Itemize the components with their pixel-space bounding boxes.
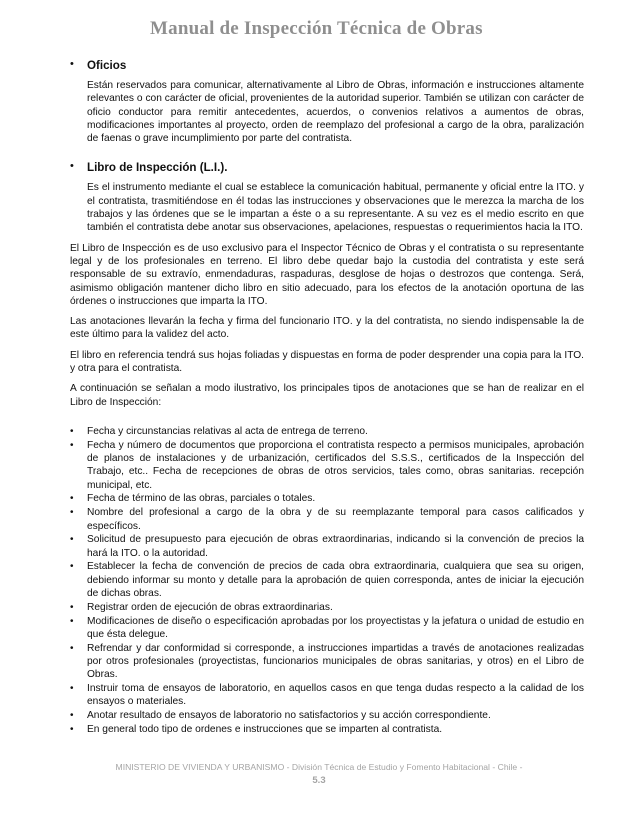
list-item [70, 425, 584, 438]
list-item-text: Fecha y número de documentos que proporciona el contratista respecto a permisos municipales, aprobación de planos de instalaciones y de urbanización, certificados del S.S.S., certificados de la Inspección del Trabajo, etc.. Fecha de recepciones de obras de otros servicios, tales como, obras sanitarias. recepción municipal, etc. [87, 439, 584, 491]
paragraph: El libro en referencia tendrá sus hojas foliadas y dispuestas en forma de poder desprender una copia para la ITO. y otra para el contratista. [70, 349, 584, 375]
bullet-icon: • [70, 439, 74, 451]
list-item [70, 560, 584, 600]
list-item-text: Modificaciones de diseño o especificación aprobadas por los proyectistas y la jefatura o unidad de estudio en que ésta delegue. [87, 615, 584, 640]
bullet-icon: • [70, 601, 74, 613]
list-item [70, 723, 584, 736]
list-item-text: Solicitud de presupuesto para ejecución de obras extraordinarias, indicando si la convención de precios la hará la ITO. o la autoridad. [87, 534, 584, 559]
paragraph: El Libro de Inspección es de uso exclusivo para el Inspector Técnico de Obras y el contratista o su representante legal y de los profesionales en terreno. El libro debe quedar bajo la custodia del contratista y este será responsable de su extravío, enmendaduras, raspaduras, desglose de hojas o destrozos que contenga. Será, asimismo obligación mantener dicho libro en sitio adecuado, para los efectos de la anotación oportuna de las órdenes o instrucciones que imparta la ITO. [70, 242, 584, 307]
bullet-icon: • [70, 683, 74, 695]
bullet-icon: • [70, 723, 74, 735]
bullet-icon: • [70, 160, 74, 173]
list-item-text: En general todo tipo de ordenes e instrucciones que se imparten al contratista. [87, 723, 443, 735]
section-oficios [70, 58, 584, 145]
page-header-title: Manual de Inspección Técnica de Obras [150, 18, 483, 39]
list-item [70, 506, 584, 533]
bullet-icon: • [70, 493, 74, 505]
footer-text: MINISTERIO DE VIVIENDA Y URBANISMO - División Técnica de Estudio y Fomento Habitacional - Chile - [115, 762, 523, 772]
list-item-text: Registrar orden de ejecución de obras extraordinarias. [87, 601, 333, 613]
list-item [70, 492, 584, 505]
list-item [70, 533, 584, 560]
annotation-types-list [70, 425, 584, 736]
bullet-icon: • [70, 507, 74, 519]
page-content [70, 58, 584, 737]
section-body: Están reservados para comunicar, alternativamente al Libro de Obras, información e instrucciones altamente relevantes o con carácter de oficial, provenientes de la autoridad superior. También se utilizan con carácter de oficio conductor para remitir antecedentes, acuerdos, o convenios relativos a aumentos de obras, modificaciones importantes al proyecto, orden de reemplazo del profesional a cargo de la obra, paralización de faenas o grave incumplimiento por parte del contratista. [87, 80, 584, 145]
list-item [70, 601, 584, 614]
section-title: Libro de Inspección (L.I.). [87, 161, 228, 175]
page-number: 5.3 [312, 775, 326, 786]
list-item-text: Nombre del profesional a cargo de la obra y de su reemplazante temporal para casos calificados y específicos. [87, 507, 584, 532]
list-item [70, 439, 584, 492]
section-body: Es el instrumento mediante el cual se establece la comunicación habitual, permanente y oficial entre la ITO. y el contratista, trasmitiéndose en él todas las instrucciones y observaciones que le merezca la marcha de los trabajos y las órdenes que se le impartan a éste o a su representante. A su vez es el medio escrito en que también el contratista debe anotar sus observaciones, apelaciones, respuestas o requerimientos hacia la ITO. [87, 182, 584, 234]
list-item [70, 682, 584, 709]
list-item-text: Establecer la fecha de convención de precios de cada obra extraordinaria, cualquiera que sea su origen, debiendo informar su monto y detalle para la aprobación de quien corresponda, antes de iniciar la ejecución de dichas obras. [87, 561, 584, 599]
paragraph: A continuación se señalan a modo ilustrativo, los principales tipos de anotaciones que se han de realizar en el Libro de Inspección: [70, 383, 584, 408]
list-item [70, 642, 584, 682]
list-item-text: Fecha de término de las obras, parciales o totales. [87, 493, 316, 505]
bullet-icon: • [70, 615, 74, 627]
list-item-text: Refrendar y dar conformidad si corresponde, a instrucciones impartidas a través de anotaciones realizadas por otros profesionales (proyectistas, funcionarios municipales de obras sanitarias, y otros) en el Libro de Obras. [87, 642, 584, 681]
page-footer [60, 762, 578, 786]
list-item [70, 615, 584, 642]
list-item-text: Instruir toma de ensayos de laboratorio, en aquellos casos en que tenga dudas respecto a la calidad de los ensayos o materiales. [87, 683, 584, 708]
bullet-icon: • [70, 642, 74, 654]
section-libro-inspeccion [70, 160, 584, 234]
list-item-text: Anotar resultado de ensayos de laboratorio no satisfactorios y su acción correspondiente. [87, 710, 491, 722]
bullet-icon: • [70, 710, 74, 722]
list-item [70, 709, 584, 722]
bullet-icon: • [70, 58, 74, 70]
paragraph: Las anotaciones llevarán la fecha y firma del funcionario ITO. y la del contratista, no siendo indispensable la de este último para la validez del acto. [70, 316, 584, 341]
bullet-icon: • [70, 534, 74, 546]
section-title: Oficios [87, 59, 127, 72]
bullet-icon: • [70, 425, 74, 437]
bullet-icon: • [70, 561, 74, 573]
list-item-text: Fecha y circunstancias relativas al acta de entrega de terreno. [87, 425, 368, 437]
